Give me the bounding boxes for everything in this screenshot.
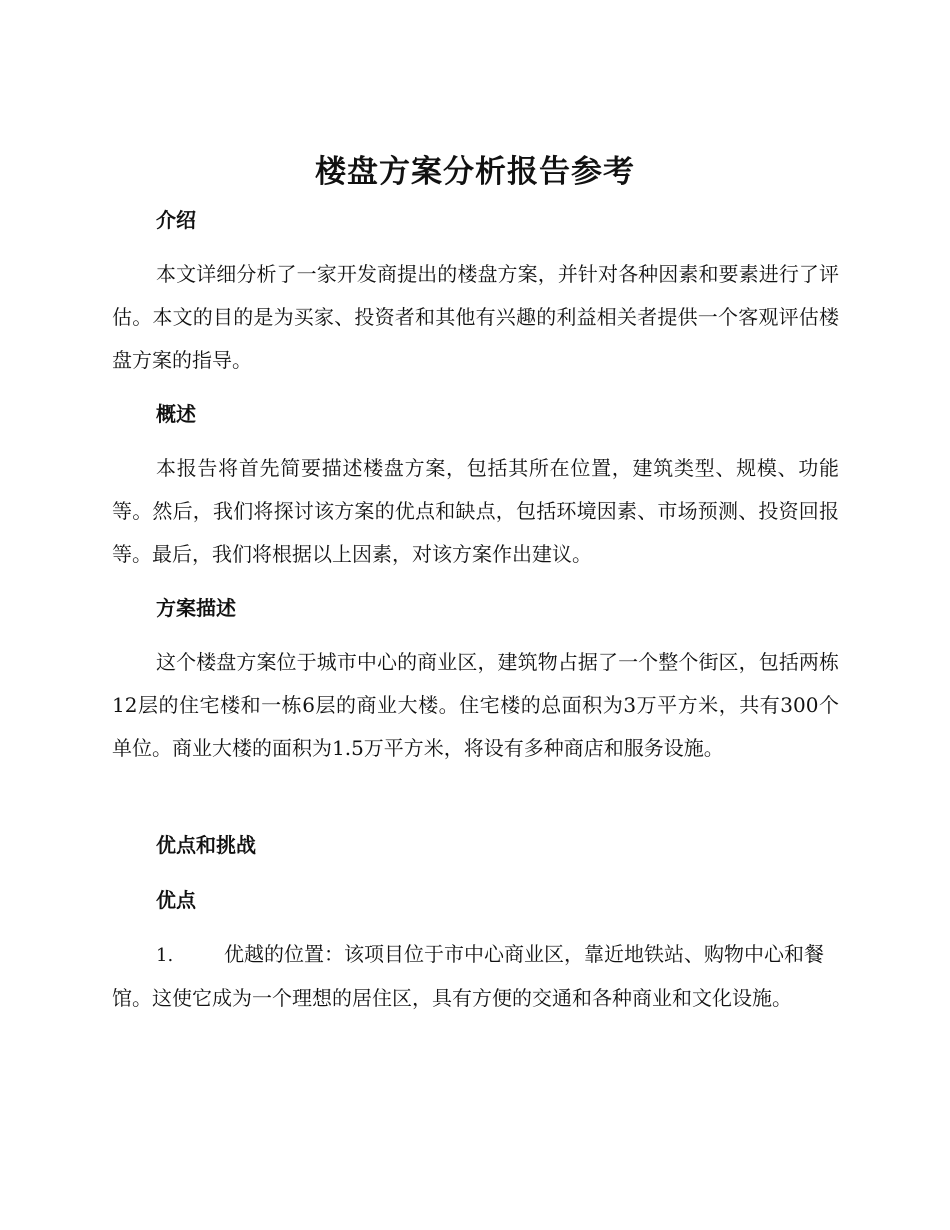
paragraph-intro: 本文详细分析了一家开发商提出的楼盘方案，并针对各种因素和要素进行了评估。本文的目的是为买家、投资者和其他有兴趣的利益相关者提供一个客观评估楼盘方案的指导。 [112, 262, 839, 372]
list-item [112, 933, 839, 1020]
section-heading-intro: 介绍 [156, 208, 196, 232]
section-heading-description: 方案描述 [156, 596, 236, 620]
section-heading-pros-challenges: 优点和挑战 [156, 833, 256, 857]
paragraph-description: 这个楼盘方案位于城市中心的商业区，建筑物占据了一个整个街区，包括两栋12层的住宅楼和一栋6层的商业大楼。住宅楼的总面积为3万平方米，共有300个单位。商业大楼的面积为1.5万平方米，将设有多种商店和服务设施。 [112, 650, 839, 760]
section-heading-pros: 优点 [156, 888, 196, 912]
document-title: 楼盘方案分析报告参考 [315, 154, 635, 190]
section-heading-overview: 概述 [156, 402, 196, 426]
list-item-text: 优越的位置：该项目位于市中心商业区，靠近地铁站、购物中心和餐馆。这使它成为一个理想的居住区，具有方便的交通和各种商业和文化设施。 [112, 942, 824, 1010]
list-item-number: 1. [156, 945, 174, 966]
paragraph-overview: 本报告将首先简要描述楼盘方案，包括其所在位置，建筑类型、规模、功能等。然后，我们将探讨该方案的优点和缺点，包括环境因素、市场预测、投资回报等。最后，我们将根据以上因素，对该方案作出建议。 [112, 456, 839, 566]
